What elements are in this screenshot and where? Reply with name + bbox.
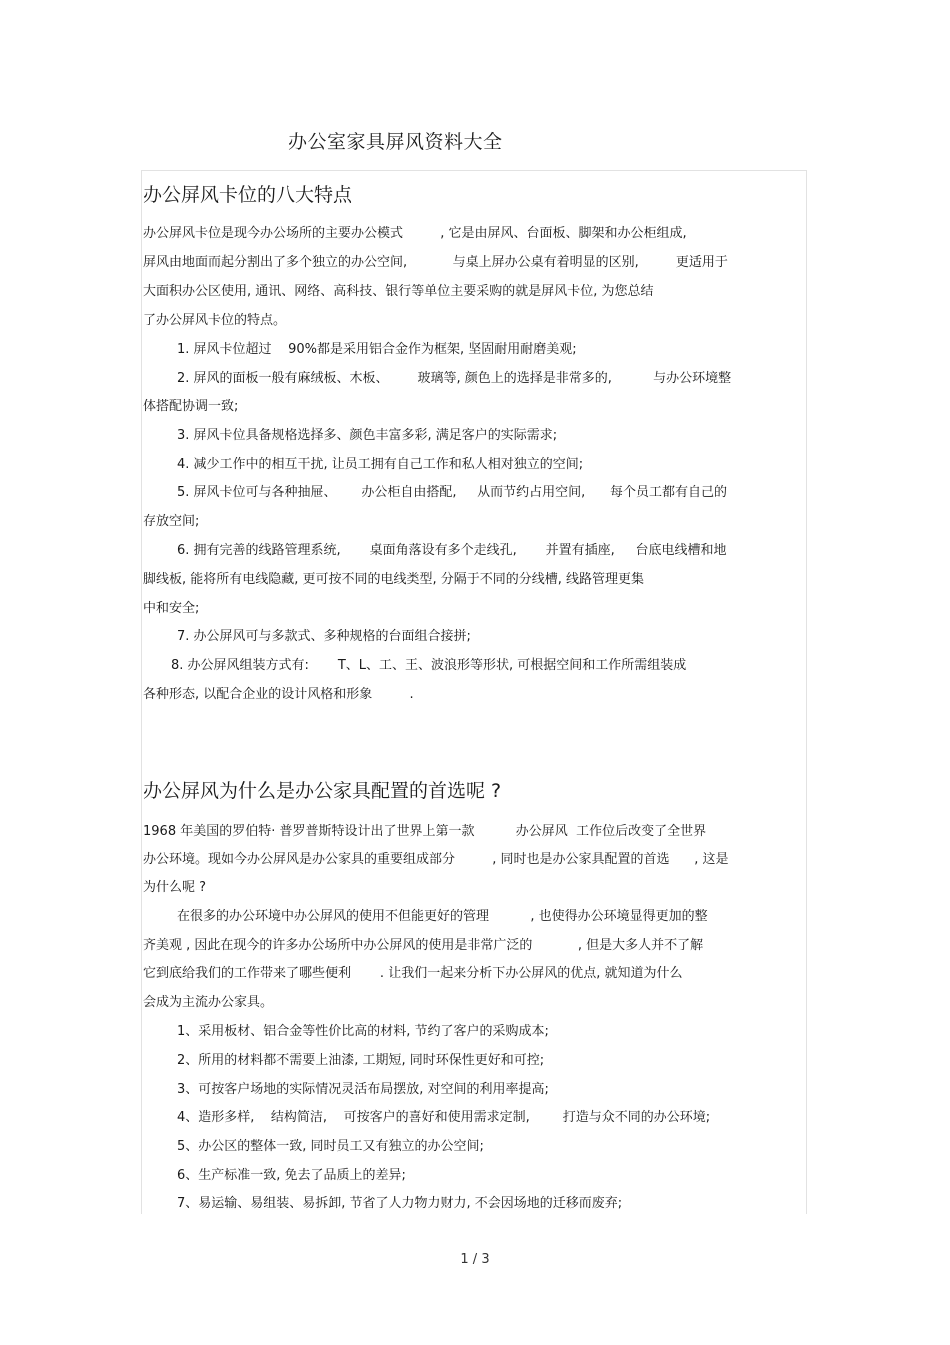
list-item-continuation: 存放空间; (143, 514, 200, 529)
list-item: 3. 屏风卡位具备规格选择多、颜色丰富多彩, 满足客户的实际需求; (177, 428, 558, 443)
list-item: 7. 办公屏风可与多款式、多种规格的台面组合接拼; (177, 629, 471, 644)
page-number: 1 / 3 (460, 1252, 490, 1267)
list-item: 5. 屏风卡位可与各种抽屉、 办公柜自由搭配, 从而节约占用空间, 每个员工都有自己的 (177, 485, 728, 500)
list-item: 1、采用板材、铝合金等性价比高的材料, 节约了客户的采购成本; (177, 1024, 549, 1039)
paragraph-line: 在很多的办公环境中办公屏风的使用不但能更好的管理 , 也使得办公环境显得更加的整 (177, 909, 708, 924)
paragraph-line: 大面积办公区使用, 通讯、网络、高科技、银行等单位主要采购的就是屏风卡位, 为您总结 (143, 284, 654, 299)
paragraph-line: 1968 年美国的罗伯特· 普罗普斯特设计出了世界上第一款 办公屏风 工作位后改变了全世界 (143, 824, 707, 839)
paragraph-line: 办公屏风卡位是现今办公场所的主要办公模式 , 它是由屏风、台面板、脚架和办公柜组成, (143, 226, 687, 241)
list-item: 5、办公区的整体一致, 同时员工又有独立的办公空间; (177, 1139, 484, 1154)
list-item-continuation: 脚线板, 能将所有电线隐藏, 更可按不同的电线类型, 分隔于不同的分线槽, 线路管理更集 (143, 572, 645, 587)
list-item: 1. 屏风卡位超过 90%都是采用铝合金作为框架, 坚固耐用耐磨美观; (177, 342, 577, 357)
paragraph-line: 齐美观 , 因此在现今的许多办公场所中办公屏风的使用是非常广泛的 , 但是大多人并不了解 (143, 938, 704, 953)
paragraph-line: 它到底给我们的工作带来了哪些便利 . 让我们一起来分析下办公屏风的优点, 就知道为什么 (143, 966, 683, 981)
section-heading-features: 办公屏风卡位的八大特点 (143, 184, 353, 206)
list-item: 2. 屏风的面板一般有麻绒板、木板、 玻璃等, 颜色上的选择是非常多的, 与办公环境整 (177, 371, 732, 386)
list-item: 7、易运输、易组装、易拆卸, 节省了人力物力财力, 不会因场地的迁移而废弃; (177, 1196, 623, 1211)
list-item: 2、所用的材料都不需要上油漆, 工期短, 同时环保性更好和可控; (177, 1053, 545, 1068)
list-item: 3、可按客户场地的实际情况灵活布局摆放, 对空间的利用率提高; (177, 1082, 549, 1097)
list-item-continuation: 体搭配协调一致; (143, 399, 239, 414)
paragraph-line: 为什么呢 ? (143, 880, 207, 895)
paragraph-line: 办公环境。现如今办公屏风是办公家具的重要组成部分 , 同时也是办公家具配置的首选 , 这是 (143, 852, 729, 867)
list-item: 4、造形多样, 结构简洁, 可按客户的喜好和使用需求定制, 打造与众不同的办公环境; (177, 1110, 711, 1125)
section-heading-why: 办公屏风为什么是办公家具配置的首选呢 ? (143, 780, 502, 802)
list-item: 4. 减少工作中的相互干扰, 让员工拥有自己工作和私人相对独立的空间; (177, 457, 584, 472)
list-item: 6. 拥有完善的线路管理系统, 桌面角落设有多个走线孔, 并置有插座, 台底电线槽和地 (177, 543, 727, 558)
list-item-continuation: 各种形态, 以配合企业的设计风格和形象 . (143, 687, 414, 702)
paragraph-line: 会成为主流办公家具。 (143, 995, 274, 1010)
paragraph-line: 屏风由地面而起分割出了多个独立的办公空间, 与桌上屏办公桌有着明显的区别, 更适用于 (143, 255, 728, 270)
document-title: 办公室家具屏风资料大全 (288, 131, 503, 153)
list-item-continuation: 中和安全; (143, 601, 200, 616)
list-item: 6、生产标准一致, 免去了品质上的差异; (177, 1168, 406, 1183)
list-item: 8. 办公屏风组装方式有: T、L、工、王、波浪形等形状, 可根据空间和工作所需组装成 (171, 658, 687, 673)
paragraph-line: 了办公屏风卡位的特点。 (143, 313, 287, 328)
